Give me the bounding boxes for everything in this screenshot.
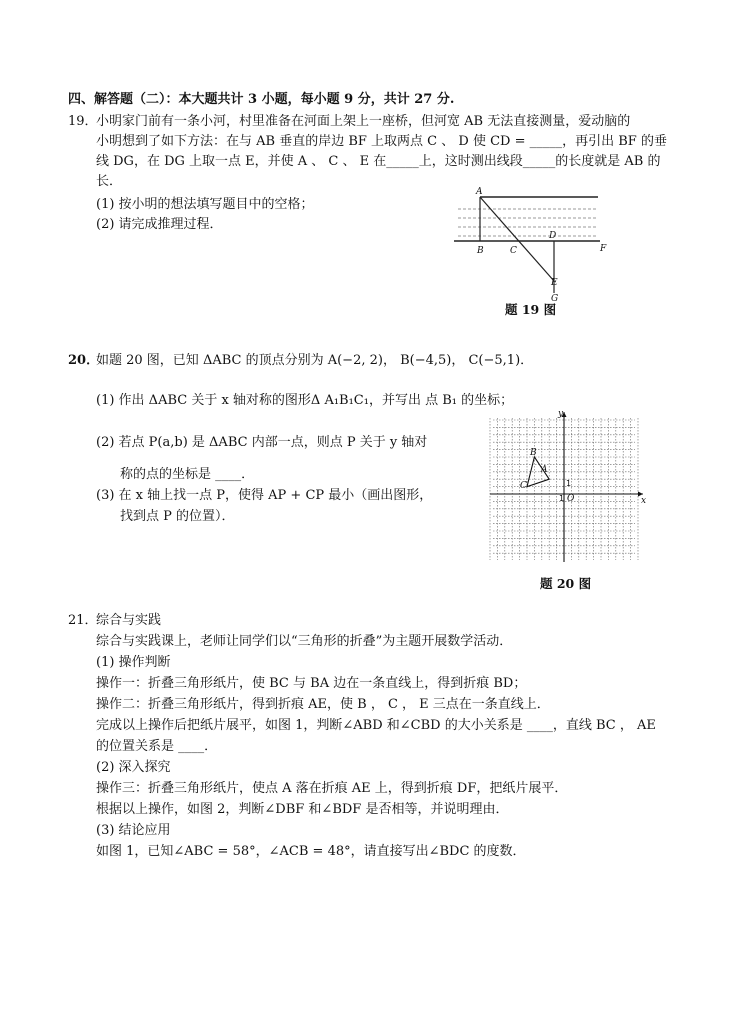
q19-figure-caption: 题 19 图 [505,302,557,317]
fig19-label-e: E [551,278,558,288]
fig19-label-a: A [476,187,483,197]
q21-part3-title: (3) 结论应用 [96,823,171,838]
q19-number: 19． [68,114,98,129]
fig19-label-f: F [600,244,607,254]
q21-part2-title: (2) 深入探究 [96,760,171,775]
q21-op1: 操作一：折叠三角形纸片，使 BC 与 BA 边在一条直线上，得到折痕 BD； [96,676,527,691]
q20-sub3b: 找到点 P 的位置）． [120,509,235,524]
q20-sub2b: 称的点的坐标是 ____． [120,467,255,482]
grid-label-one-y: 1 [566,479,572,488]
q21-intro: 综合与实践课上，老师让同学们以“三角形的折叠”为主题开展数学活动． [96,634,513,649]
q19-figure [440,185,620,315]
q21-op3: 操作三：折叠三角形纸片，使点 A 落在折痕 AE 上，得到折痕 DF，把纸片展平． [96,781,568,796]
fig19-label-b: B [477,246,484,256]
q19-line1: 小明家门前有一条小河，村里准备在河面上架上一座桥，但河宽 AB 无法直接测量，爱动脑的 [96,114,631,129]
grid-label-c: C [520,481,527,491]
grid-label-one-x: 1 [559,494,565,503]
fig19-label-c: C [510,246,517,256]
grid-label-origin: O [567,494,575,504]
q19-line4: 长． [96,174,123,189]
q20-sub1: (1) 作出 ΔABC 关于 x 轴对称的图形Δ A₁B₁C₁，并写出 点 B₁ 的坐标； [96,393,514,408]
q19-sub1: (1) 按小明的想法填写题目中的空格； [96,197,314,212]
grid-label-y-axis: y [558,409,564,419]
grid-label-x-axis: x [641,496,647,506]
q19-line2: 小明想到了如下方法：在与 AB 垂直的岸边 BF 上取两点 C 、 D 使 CD = _____，再引出 BF 的垂 [96,134,667,149]
q20-line1: 如题 20 图，已知 ΔABC 的顶点分别为 A(−2, 2)， B(−4,5)， C(−5,1)． [96,353,534,368]
grid-label-a: A [541,465,548,475]
q20-figure-caption: 题 20 图 [540,576,592,591]
q20-sub2a: (2) 若点 P(a,b) 是 ΔABC 内部一点，则点 P 关于 y 轴对 [96,435,428,450]
fig19-label-d: D [549,231,557,241]
q21-part1-title: (1) 操作判断 [96,655,171,670]
q20-sub3a: (3) 在 x 轴上找一点 P，使得 AP + CP 最小（画出图形， [96,488,433,503]
q19-sub2: (2) 请完成推理过程． [96,217,223,232]
q21-judge3: 根据以上操作，如图 2，判断∠DBF 和∠BDF 是否相等，并说明理由． [96,802,509,817]
q19-line3: 线 DG，在 DG 上取一点 E，并使 A 、 C 、 E 在_____上，这时测出线段_____的长度就是 AB 的 [96,154,661,169]
q21-op2: 操作二：折叠三角形纸片，得到折痕 AE，使 B ， C ， E 三点在一条直线上． [96,697,550,712]
q20-number: 20． [68,353,100,368]
grid-label-b: B [530,448,537,458]
segment-ae [480,197,557,281]
q21-apply: 如图 1，已知∠ABC = 58°，∠ACB = 48°，请直接写出∠BDC 的度数． [96,844,526,859]
q21-number: 21． [68,613,98,628]
fig19-label-g: G [551,294,559,304]
section-header: 四、解答题（二）：本大题共计 3 小题，每小题 9 分，共计 27 分. [68,92,455,107]
q21-judge1: 完成以上操作后把纸片展平，如图 1，判断∠ABD 和∠CBD 的大小关系是 ____，直线 BC ， AE [96,718,656,733]
q21-judge2: 的位置关系是 ____． [96,739,218,754]
q20-coordinate-grid [485,410,645,570]
q21-title: 综合与实践 [96,613,162,628]
